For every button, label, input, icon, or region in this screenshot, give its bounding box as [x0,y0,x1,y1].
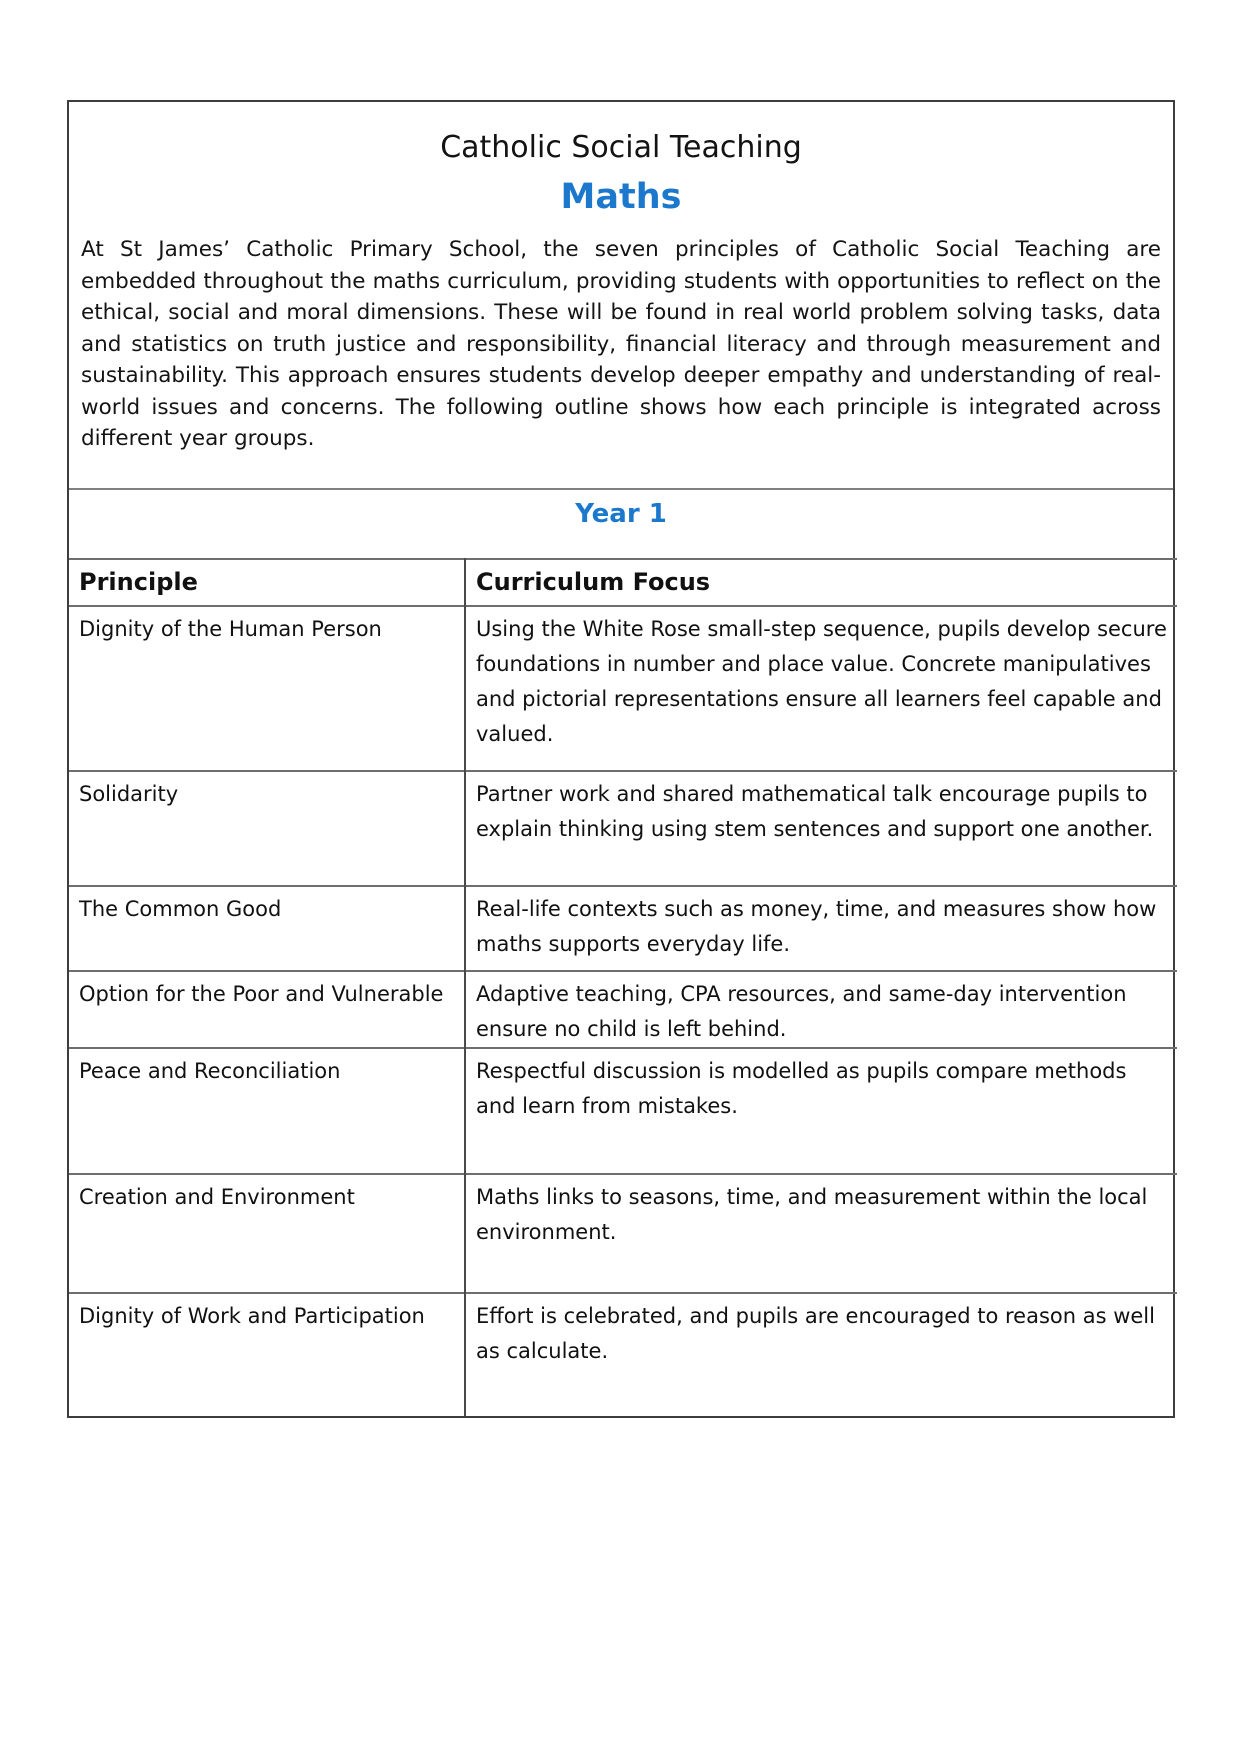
principle-cell: Option for the Poor and Vulnerable [69,971,465,1048]
table-row [69,886,1177,971]
focus-cell: Respectful discussion is modelled as pupils compare methods and learn from mistakes. [465,1048,1177,1174]
focus-cell: Maths links to seasons, time, and measurement within the local environment. [465,1174,1177,1293]
principle-cell: Creation and Environment [69,1174,465,1293]
principle-cell: Dignity of Work and Participation [69,1293,465,1416]
focus-cell: Effort is celebrated, and pupils are encouraged to reason as well as calculate. [465,1293,1177,1416]
table-row [69,1293,1177,1416]
table-row [69,971,1177,1048]
table-row [69,606,1177,771]
header-curriculum-focus: Curriculum Focus [465,559,1177,606]
header-principle: Principle [69,559,465,606]
principle-cell: Dignity of the Human Person [69,606,465,771]
focus-cell: Partner work and shared mathematical talk encourage pupils to explain thinking using stem sentences and support one another. [465,771,1177,886]
page-subtitle: Maths [560,177,682,217]
document-header [69,102,1173,488]
focus-cell: Using the White Rose small-step sequence, pupils develop secure foundations in number and place value. Concrete manipulatives and pictorial representations ensure all learners feel capable and valued. [465,606,1177,771]
year-section-band [69,488,1173,558]
table-row [69,771,1177,886]
year-label: Year 1 [575,499,667,529]
document-border-box [67,100,1175,1418]
principle-cell: The Common Good [69,886,465,971]
focus-cell: Real-life contexts such as money, time, and measures show how maths supports everyday life. [465,886,1177,971]
principles-table [69,558,1177,1416]
intro-paragraph: At St James’ Catholic Primary School, the seven principles of Catholic Social Teaching are embedded throughout the maths curriculum, providing students with opportunities to reflect on the ethical, social and moral dimensions. These will be found in real world problem solving tasks, data and statistics on truth justice and responsibility, financial literacy and through measurement and sustainability. This approach ensures students develop deeper empathy and understanding of real-world issues and concerns. The following outline shows how each principle is integrated across different year groups. [81,237,1161,451]
principle-cell: Solidarity [69,771,465,886]
page-title: Catholic Social Teaching [440,130,802,165]
table-row [69,1048,1177,1174]
table-header-row [69,559,1177,606]
principle-cell: Peace and Reconciliation [69,1048,465,1174]
focus-cell: Adaptive teaching, CPA resources, and same-day intervention ensure no child is left behind. [465,971,1177,1048]
table-row [69,1174,1177,1293]
